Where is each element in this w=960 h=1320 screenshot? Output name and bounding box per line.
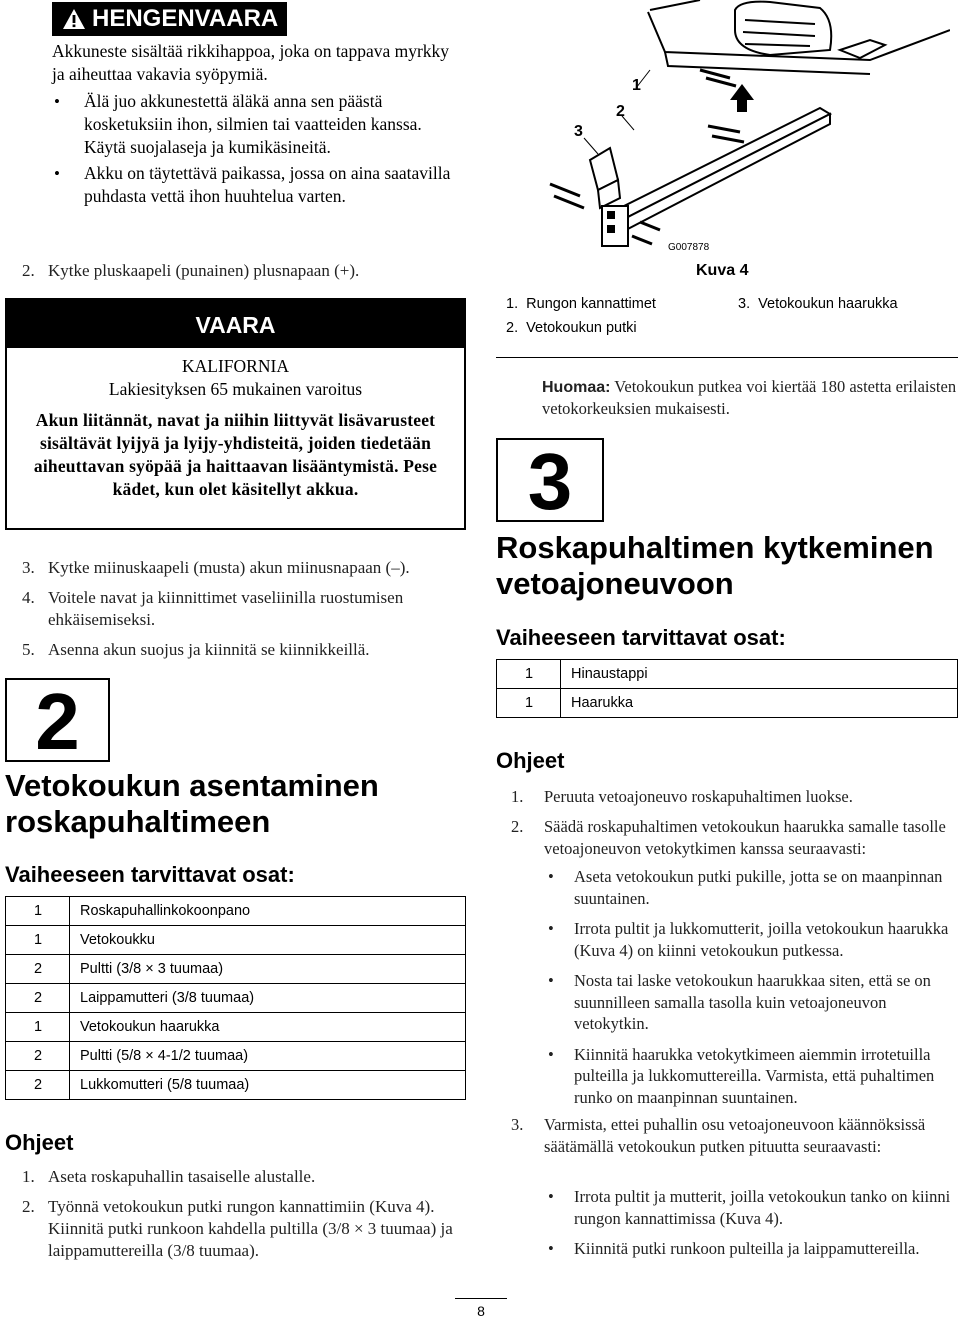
legend-text: Rungon kannattimet bbox=[526, 296, 656, 312]
title-line: roskapuhaltimeen bbox=[5, 804, 271, 839]
step-text: Asenna akun suojus ja kiinnitä se kiinnikkeillä. bbox=[48, 640, 370, 659]
section-2-step-1 bbox=[22, 1166, 315, 1188]
part-qty: 2 bbox=[6, 1042, 70, 1071]
step-text: Kytke pluskaapeli (punainen) plusnapaan (+). bbox=[48, 261, 360, 280]
section-3-step-3 bbox=[496, 1114, 958, 1157]
part-qty: 2 bbox=[6, 984, 70, 1013]
step-number: 4. bbox=[22, 588, 35, 607]
hitch-assembly-illustration bbox=[540, 0, 950, 260]
step-number: 2. bbox=[511, 817, 524, 836]
figure-legend-3 bbox=[738, 296, 898, 312]
table-row bbox=[6, 955, 466, 984]
callout-3: 3 bbox=[574, 123, 583, 140]
table-row bbox=[6, 926, 466, 955]
step-number: 5. bbox=[22, 640, 35, 659]
part-desc: Lukkomutteri (5/8 tuumaa) bbox=[70, 1071, 466, 1100]
list-item: • Kiinnitä putki runkoon pulteilla ja laippamuttereilla. bbox=[548, 1239, 920, 1258]
battery-step-2 bbox=[22, 260, 359, 282]
bullet-text: Irrota pultit ja mutterit, joilla vetokoukun tanko on kiinni rungon kannattimissa (Kuva 4). bbox=[574, 1187, 951, 1228]
table-row bbox=[6, 1042, 466, 1071]
part-desc: Laippamutteri (3/8 tuumaa) bbox=[70, 984, 466, 1013]
part-qty: 1 bbox=[6, 1013, 70, 1042]
note-label: Huomaa: bbox=[542, 379, 611, 396]
warning-line2: Lakiesityksen 65 mukainen varoitus bbox=[108, 379, 363, 399]
step-number: 3. bbox=[511, 1115, 524, 1134]
part-desc: Haarukka bbox=[561, 689, 958, 718]
note bbox=[542, 376, 958, 419]
warning-title: VAARA bbox=[7, 300, 464, 348]
danger-header bbox=[52, 2, 287, 36]
figure-code: G007878 bbox=[668, 242, 710, 253]
danger-title: HENGENVAARA bbox=[92, 5, 279, 32]
section-3-step-1 bbox=[496, 786, 958, 808]
section-2-parts-heading: Vaiheeseen tarvittavat osat: bbox=[5, 862, 295, 887]
list-item: • Nosta tai laske vetokoukun haarukkaa siten, että se on suunnilleen samalla tasolla kuin vetoajoneuvon vetokytkin. bbox=[548, 971, 931, 1033]
danger-bullet: • Älä juo akkunestettä äläkä anna sen päästä kosketuksiin ihon, silmien tai vaatteiden kanssa. Käytä suojalaseja ja kumikäsineitä. bbox=[52, 90, 466, 159]
section-2-title bbox=[5, 768, 379, 840]
page-number-rule bbox=[455, 1298, 507, 1299]
section-3-step-3-bullets bbox=[544, 1186, 958, 1269]
part-desc: Roskapuhallinkokoonpano bbox=[70, 897, 466, 926]
battery-step-4 bbox=[22, 587, 462, 631]
section-3-step-2-bullets bbox=[544, 866, 958, 1117]
step-number: 1. bbox=[22, 1167, 35, 1186]
legend-num: 3. bbox=[738, 296, 751, 312]
part-desc: Hinaustappi bbox=[561, 660, 958, 689]
section-3-number-box bbox=[496, 437, 604, 526]
callout-2: 2 bbox=[616, 103, 625, 120]
section-2-number-box bbox=[5, 677, 110, 766]
section-number: 3 bbox=[527, 437, 573, 526]
note-text: Vetokoukun putkea voi kiertää 180 astetta erilaisten vetokorkeuksien mukaisesti. bbox=[542, 377, 957, 418]
section-3-title bbox=[496, 530, 934, 602]
danger-bullet: • Akku on täytettävä paikassa, jossa on aina saatavilla puhdasta vettä ihon huuhtelua varten. bbox=[52, 162, 466, 208]
danger-intro: Akkuneste sisältää rikkihappoa, joka on tappava myrkky ja aiheuttaa vakavia syöpymiä. bbox=[52, 41, 450, 84]
part-qty: 1 bbox=[6, 926, 70, 955]
step-number: 1. bbox=[511, 787, 524, 806]
list-item bbox=[496, 816, 958, 859]
part-desc: Vetokoukun haarukka bbox=[70, 1013, 466, 1042]
bullet-text: Kiinnitä putki runkoon pulteilla ja laippamuttereilla. bbox=[574, 1239, 920, 1258]
step-text: Varmista, ettei puhallin osu vetoajoneuvoon käännöksissä säätämällä vetokoukun putken pituutta seuraavasti: bbox=[544, 1115, 926, 1156]
step-text: Kytke miinuskaapeli (musta) akun miinusnapaan (–). bbox=[48, 558, 410, 577]
bullet-text: Nosta tai laske vetokoukun haarukkaa siten, että se on suunnilleen samalla tasolla kuin vetoajoneuvon vetokytkin. bbox=[574, 971, 931, 1033]
table-row bbox=[497, 689, 958, 718]
section-3-parts-table bbox=[496, 659, 958, 718]
section-2-parts-table bbox=[5, 896, 466, 1100]
title-line: vetoajoneuvoon bbox=[496, 566, 734, 601]
step-text: Voitele navat ja kiinnittimet vaseliinilla ruostumisen ehkäisemiseksi. bbox=[48, 588, 404, 629]
table-row bbox=[6, 1013, 466, 1042]
part-desc: Vetokoukku bbox=[70, 926, 466, 955]
table-row bbox=[6, 897, 466, 926]
figure-legend-1 bbox=[506, 296, 656, 312]
legend-text: Vetokoukun putki bbox=[526, 320, 637, 336]
list-item: • Irrota pultit ja mutterit, joilla vetokoukun tanko on kiinni rungon kannattimissa (Kuva 4). bbox=[548, 1187, 951, 1228]
step-number: 2. bbox=[22, 261, 35, 280]
list-item: • Kiinnitä haarukka vetokytkimeen aiemmin irrotetuilla pulteilla ja lukkomuttereilla. Varmista, että puhaltimen runko on maanpinnan suuntainen. bbox=[548, 1044, 935, 1107]
title-line: Vetokoukun asentaminen bbox=[5, 768, 379, 803]
bullet-text: Aseta vetokoukun putki pukille, jotta se on maanpinnan suuntainen. bbox=[574, 867, 943, 908]
bullet-text: Irrota pultit ja lukkomutterit, joilla vetokoukun haarukka (Kuva 4) on kiinni vetokoukun putkessa. bbox=[574, 919, 949, 960]
step-number: 2. bbox=[22, 1197, 35, 1216]
callout-1: 1 bbox=[632, 77, 641, 94]
legend-num: 1. bbox=[506, 296, 519, 312]
warning-triangle-icon bbox=[62, 8, 86, 30]
part-qty: 1 bbox=[6, 897, 70, 926]
figure-legend-2 bbox=[506, 320, 637, 336]
title-line: Roskapuhaltimen kytkeminen bbox=[496, 530, 934, 565]
part-qty: 2 bbox=[6, 955, 70, 984]
section-3-instructions-heading: Ohjeet bbox=[496, 748, 565, 773]
battery-step-5 bbox=[22, 639, 462, 661]
bullet-text: Kiinnitä haarukka vetokytkimeen aiemmin irrotetuilla pulteilla ja lukkomuttereilla. Varmista, että puhaltimen runko on maanpinnan suuntainen. bbox=[574, 1044, 935, 1107]
table-row bbox=[497, 660, 958, 689]
part-qty: 1 bbox=[497, 660, 561, 689]
step-text: Säädä roskapuhaltimen vetokoukun haarukka samalle tasolle vetoajoneuvon vetokytkimen kanssa seuraavasti: bbox=[544, 817, 946, 858]
list-item: • Irrota pultit ja lukkomutterit, joilla vetokoukun haarukka (Kuva 4) on kiinni vetokoukun putkessa. bbox=[548, 919, 949, 960]
section-3-parts-heading: Vaiheeseen tarvittavat osat: bbox=[496, 625, 786, 650]
legend-num: 2. bbox=[506, 320, 519, 336]
section-number: 2 bbox=[35, 677, 80, 766]
warning-line1: KALIFORNIA bbox=[182, 356, 289, 376]
page-number: 8 bbox=[477, 1303, 485, 1319]
part-desc: Pultti (3/8 × 3 tuumaa) bbox=[70, 955, 466, 984]
step-text: Peruuta vetoajoneuvo roskapuhaltimen luokse. bbox=[544, 787, 853, 806]
part-qty: 1 bbox=[497, 689, 561, 718]
section-2-instructions-heading: Ohjeet bbox=[5, 1130, 74, 1155]
step-number: 3. bbox=[22, 558, 35, 577]
legend-text: Vetokoukun haarukka bbox=[758, 296, 898, 312]
step-text: Aseta roskapuhallin tasaiselle alustalle. bbox=[48, 1167, 316, 1186]
divider bbox=[496, 357, 958, 358]
battery-step-3 bbox=[22, 557, 462, 579]
table-row bbox=[6, 984, 466, 1013]
step-text: Työnnä vetokoukun putki rungon kannattimiin (Kuva 4). Kiinnitä putki runkoon kahdella pultilla (3/8 × 3 tuumaa) ja laippamuttereilla (3/8 tuumaa). bbox=[48, 1197, 453, 1260]
figure-caption: Kuva 4 bbox=[696, 262, 749, 279]
table-row bbox=[6, 1071, 466, 1100]
part-qty: 2 bbox=[6, 1071, 70, 1100]
part-desc: Pultti (5/8 × 4-1/2 tuumaa) bbox=[70, 1042, 466, 1071]
danger-body bbox=[52, 40, 466, 208]
danger-bullets bbox=[52, 90, 466, 208]
list-item bbox=[496, 1114, 958, 1157]
warning-body: Akun liitännät, navat ja niihin liittyvät lisävarusteet sisältävät lyijyä ja lyijy-yhdisteitä, joiden tiedetään aiheuttavan syöpää ja haittaavan lisääntymistä. Pese kädet, kun olet käsitellyt akkua. bbox=[33, 410, 438, 499]
section-2-step-2 bbox=[22, 1196, 462, 1262]
california-warning-box bbox=[5, 298, 466, 530]
list-item bbox=[496, 786, 958, 808]
list-item: • Aseta vetokoukun putki pukille, jotta se on maanpinnan suuntainen. bbox=[548, 867, 943, 908]
section-3-step-2 bbox=[496, 816, 958, 859]
